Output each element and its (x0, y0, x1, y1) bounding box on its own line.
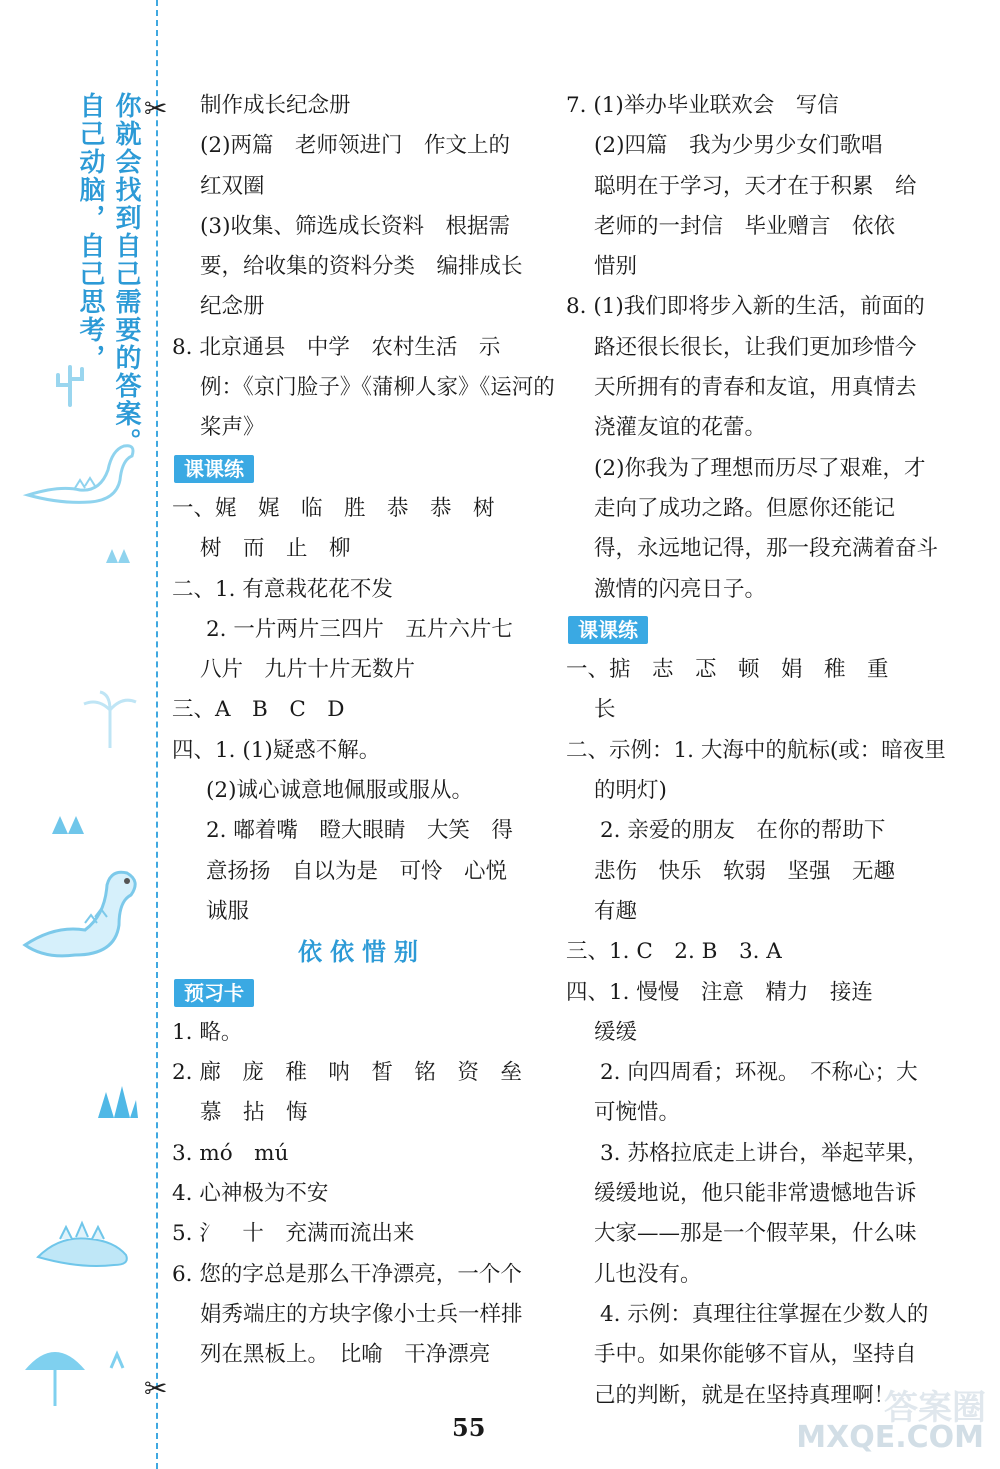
section-tag (172, 449, 552, 489)
answer-line: 列在黑板上。 比喻 干净漂亮 (200, 1342, 491, 1368)
left-margin-decoration (0, 0, 168, 1469)
page-number: 55 (452, 1413, 486, 1442)
grass-icon (50, 812, 90, 836)
answer-line: 3. 苏格拉底走上讲台，举起苹果， (600, 1140, 929, 1166)
umbrella-icon (15, 1330, 145, 1410)
answer-line: 八片 九片十片无数片 (200, 657, 416, 683)
answer-line: 聪明在于学习，天才在于积累 给 (594, 173, 917, 199)
answer-line: (2)你我为了理想而历尽了艰难，才 (594, 455, 926, 481)
answer-line: 桨声》 (200, 415, 265, 441)
answer-line: 惜别 (594, 254, 638, 280)
answer-line: 可惋惜。 (594, 1100, 681, 1126)
answer-line: 二、1. 有意栽花花不发 (172, 576, 393, 602)
answer-line: 浇灌友谊的花蕾。 (594, 415, 767, 441)
answer-line: 的明灯) (594, 778, 667, 804)
section-tag (566, 610, 946, 650)
lesson-title: 依依惜别 (298, 938, 426, 967)
answer-line: 老师的一封信 毕业赠言 依依 (594, 213, 896, 239)
slogan-column-2: 自己动脑，自己思考， (75, 92, 105, 372)
answer-line: 激情的闪亮日子。 (594, 576, 767, 602)
left-answer-column (172, 86, 555, 1376)
scissors-icon: ✂ (144, 92, 168, 125)
answer-line: 缓缓 (594, 1019, 638, 1045)
watermark-logo: 答案圈 (884, 1388, 986, 1428)
answer-line: 四、1. (1)疑惑不解。 (172, 737, 381, 763)
watermark-url: MXQE.COM (796, 1420, 984, 1455)
grass-icon (104, 545, 134, 565)
answer-line: 长 (594, 697, 616, 723)
section-label: 预习卡 (174, 979, 254, 1007)
answer-line: 纪念册 (200, 294, 265, 320)
answer-line: 例：《京门脸子》《蒲柳人家》《运河的 (200, 375, 555, 401)
answer-line: 要，给收集的资料分类 编排成长 (200, 254, 523, 280)
answer-line: 三、1. C 2. B 3. A (566, 939, 782, 965)
answer-line: 意扬扬 自以为是 可怜 心悦 (206, 858, 508, 884)
answer-line: 8. 北京通县 中学 农村生活 示 (172, 334, 501, 360)
answer-line: 得，永远地记得，那一段充满着奋斗 (594, 536, 939, 562)
answer-line: (2)四篇 我为少男少女们歌唱 (594, 133, 883, 159)
answer-line: (2)两篇 老师领进门 作文上的 (200, 133, 510, 159)
answer-line: (2)诚心诚意地佩服或服从。 (206, 778, 473, 804)
answer-line: 儿也没有。 (594, 1261, 702, 1287)
right-answer-column (566, 86, 946, 1416)
answer-line: 2. 廊 庞 稚 呐 皙 铭 资 垒 (172, 1060, 522, 1086)
answer-line: 有趣 (594, 898, 638, 924)
palm-tree-icon (70, 690, 140, 750)
section-tag (172, 973, 552, 1013)
answer-line: (3)收集、筛选成长资料 根据需 (200, 213, 510, 239)
slogan-column-1: 你就会找到自己需要的答案。 (111, 92, 141, 456)
cactus-icon (40, 355, 110, 410)
dinosaur-icon (15, 855, 140, 970)
answer-line: 诚服 (206, 898, 250, 924)
answer-line: 8. (1)我们即将步入新的生活，前面的 (566, 294, 925, 320)
answer-line: 7. (1)举办毕业联欢会 写信 (566, 93, 839, 118)
answer-line: 娟秀端庄的方块字像小士兵一样排 (200, 1301, 523, 1327)
answer-line: 6. 您的字总是那么干净漂亮，一个个 (172, 1261, 522, 1287)
answer-line: 2. 嘟着嘴 瞪大眼睛 大笑 得 (206, 818, 513, 844)
answer-line: 3. mó mú (172, 1140, 289, 1166)
answer-line: 制作成长纪念册 (200, 93, 351, 118)
answer-line: 路还很长很长，让我们更加珍惜今 (594, 334, 917, 360)
answer-line: 一、掂 志 忑 顿 娟 稚 重 (566, 657, 889, 683)
answer-line: 走向了成功之路。但愿你还能记 (594, 495, 896, 521)
answer-line: 2. 一片两片三四片 五片六片七 (206, 616, 513, 642)
grass-icon (96, 1082, 140, 1120)
answer-line: 缓缓地说，他只能非常遗憾地告诉 (594, 1181, 917, 1207)
answer-line: 2. 亲爱的朋友 在你的帮助下 (600, 818, 886, 844)
answer-line: 二、示例：1. 大海中的航标(或：暗夜里 (566, 737, 946, 763)
answer-line: 5. 氵 十 充满而流出来 (172, 1221, 415, 1247)
answer-line: 树 而 止 柳 (200, 536, 351, 562)
answer-line: 三、A B C D (172, 697, 345, 723)
answer-line: 悲伤 快乐 软弱 坚强 无趣 (594, 858, 896, 884)
answer-line: 慕 拈 悔 (200, 1100, 308, 1126)
stegosaurus-icon (30, 1205, 140, 1270)
answer-line: 大家——那是一个假苹果，什么味 (594, 1221, 917, 1247)
section-label: 课课练 (174, 455, 254, 483)
answer-line: 4. 心神极为不安 (172, 1181, 329, 1207)
answer-line: 天所拥有的青春和友谊，用真情去 (594, 375, 917, 401)
scissors-icon: ✂ (144, 1372, 168, 1405)
answer-line: 一、娓 娓 临 胜 恭 恭 树 (172, 495, 495, 521)
dinosaur-icon (20, 430, 140, 510)
section-label: 课课练 (568, 616, 648, 644)
answer-line: 2. 向四周看；环视。 不称心；大 (600, 1060, 918, 1086)
answer-line: 手中。如果你能够不盲从，坚持自 (594, 1342, 917, 1368)
cut-line (156, 0, 158, 1469)
answer-line: 1. 略。 (172, 1019, 243, 1045)
answer-line: 4. 示例：真理往往掌握在少数人的 (600, 1301, 929, 1327)
answer-line: 红双圈 (200, 173, 265, 199)
answer-line: 四、1. 慢慢 注意 精力 接连 (566, 979, 873, 1005)
answer-line: 己的判断，就是在坚持真理啊！ (594, 1382, 896, 1408)
